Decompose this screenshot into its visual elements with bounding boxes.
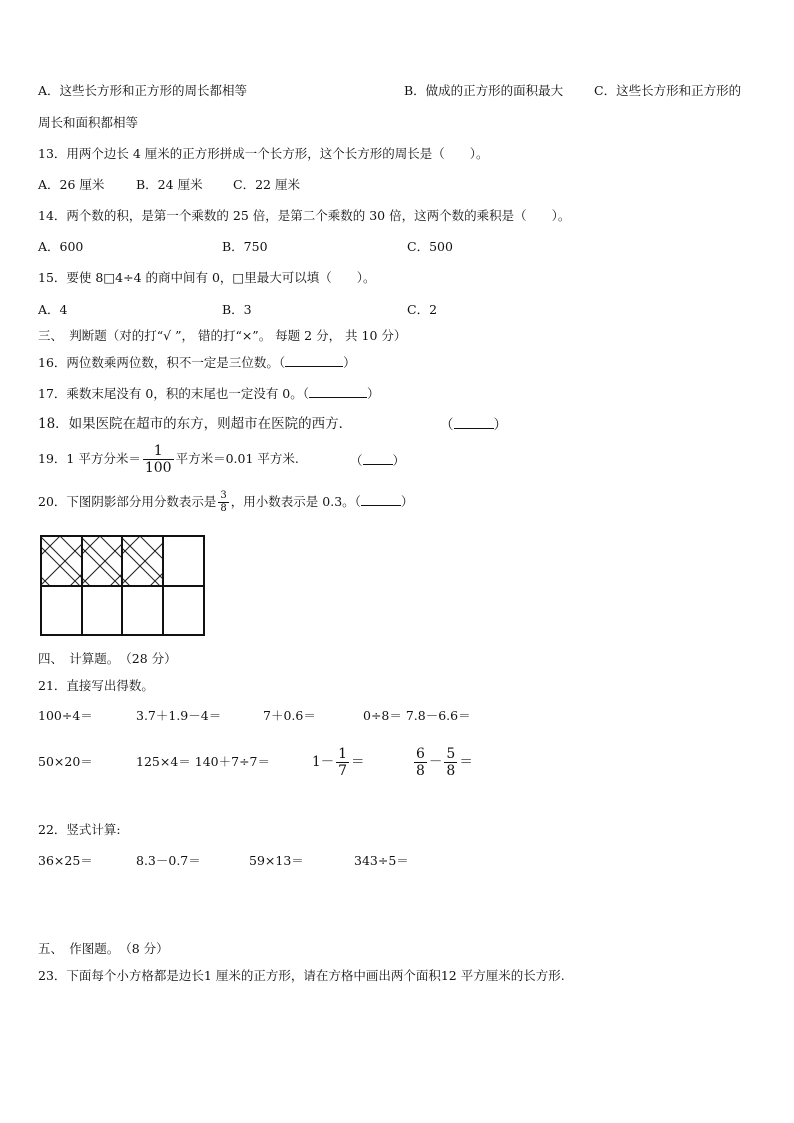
- shaded-grid-figure: [40, 535, 206, 637]
- section4-title: 四、 计算题。 （28 分）: [38, 651, 177, 666]
- q18-open: （: [440, 417, 454, 433]
- q21-fe2-fraction-2: [444, 747, 457, 778]
- q21-expr: 125×4＝ 140＋7÷7＝: [136, 754, 270, 769]
- q19-denominator: 100: [144, 460, 172, 476]
- q19-fraction: [143, 444, 174, 475]
- q21-fe1-post: ＝: [351, 754, 365, 770]
- q19-post: 平方米＝0.01 平方米.: [175, 451, 299, 466]
- q18-answer-blank[interactable]: [454, 416, 494, 429]
- q14-stem: 14．两个数的积，是第一个乘数的 25 倍，是第二个乘数的 30 倍，这两个数的乘积是（ ）。: [38, 208, 571, 223]
- q21-fe2-denominator-1: 8: [416, 763, 425, 779]
- q18-stem: 18．如果医院在超市的东方，则超市在医院的西方．: [38, 416, 353, 432]
- q21-fraction-expr-2: [412, 744, 473, 780]
- q18-answer: [440, 416, 507, 433]
- q12-option-c: C．这些长方形和正方形的: [594, 83, 742, 98]
- q14-option-a: A．600: [38, 239, 84, 254]
- q12-option-b: B．做成的正方形的面积最大: [404, 83, 564, 98]
- q21-fe2-denominator-2: 8: [446, 763, 456, 779]
- q21-fe1-numerator: 1: [338, 746, 348, 762]
- q14-option-c: C．500: [407, 239, 453, 254]
- q20-close: ）: [400, 494, 414, 509]
- q20-pre: 20．下图阴影部分用分数表示是: [38, 494, 217, 509]
- q21-fe2-fraction-1: [414, 747, 427, 778]
- q20-answer-blank[interactable]: [361, 493, 401, 506]
- q22-item: 8.3－0.7＝: [136, 853, 201, 868]
- q13-option-c: C．22 厘米: [233, 177, 300, 192]
- q21-expr: 100÷4＝: [38, 708, 93, 723]
- q21-fe2-numerator-2: 5: [446, 746, 456, 762]
- section5-title: 五、 作图题。 （8 分）: [38, 941, 169, 956]
- q21-expr: 50×20＝: [38, 754, 93, 769]
- q17: [38, 385, 380, 402]
- q13-option-b: B．24 厘米: [136, 177, 203, 192]
- q19-open: （: [350, 453, 363, 468]
- q15-option-a: A．4: [38, 302, 68, 317]
- q21-fe2-operator: －: [428, 754, 443, 770]
- q22-stem: 22．竖式计算:: [38, 822, 121, 837]
- q20-fraction: [218, 491, 228, 514]
- q14-option-b: B．750: [222, 239, 268, 254]
- q21-fe1-fraction: [336, 747, 349, 778]
- q19-numerator: 1: [143, 444, 174, 460]
- q15-option-c: C．2: [407, 302, 438, 317]
- q22-item: 36×25＝: [38, 853, 93, 868]
- q13-option-a: A．26 厘米: [38, 177, 105, 192]
- q22-item: 59×13＝: [249, 853, 304, 868]
- grid-shaded-cell-1: [40, 535, 152, 618]
- q13-stem: 13．用两个边长 4 厘米的正方形拼成一个长方形，这个长方形的周长是（ ）。: [38, 146, 489, 161]
- q15-stem: 15．要使 8□4÷4 的商中间有 0，□里最大可以填（ ）。: [38, 270, 376, 285]
- q20-post: ，用小数表示是 0.3。（: [230, 494, 361, 509]
- q16-answer-blank[interactable]: [285, 354, 343, 367]
- q21-expr: 3.7＋1.9－4＝: [136, 708, 222, 723]
- q23-stem: 23．下面每个小方格都是边长1 厘米的正方形，请在方格中画出两个面积12 平方厘米的长方形.: [38, 968, 565, 983]
- q22-item: 343÷5＝: [354, 853, 409, 868]
- q16-close: ）: [343, 355, 356, 370]
- grid-shaded-cell-3: [80, 535, 206, 618]
- q21-expr: 7＋0.6＝: [263, 708, 316, 723]
- q19-answer-blank[interactable]: [363, 452, 393, 465]
- q17-answer-blank[interactable]: [309, 385, 367, 398]
- q21-fe2-post: ＝: [459, 754, 473, 770]
- q17-close: ）: [367, 386, 380, 401]
- q16: [38, 354, 356, 371]
- q19: [38, 442, 299, 476]
- q21-fe2-numerator-1: 6: [416, 746, 425, 762]
- q19-pre: 19．1 平方分米＝: [38, 451, 141, 466]
- q15-option-b: B．3: [222, 302, 252, 317]
- q16-stem: 16．两位数乘两位数，积不一定是三位数。（: [38, 355, 286, 370]
- q17-stem: 17．乘数末尾没有 0，积的末尾也一定没有 0。（: [38, 386, 310, 401]
- grid-shaded-cell-2: [40, 535, 192, 618]
- q12-option-c-continued: 周长和面积都相等: [38, 115, 139, 130]
- grid-lines: [41, 536, 204, 635]
- q21-fraction-expr-1: [312, 744, 365, 780]
- q19-close: ）: [392, 453, 406, 468]
- q21-fe1-pre: 1－: [312, 754, 335, 770]
- q21-fe1-denominator: 7: [338, 763, 348, 779]
- q19-answer: [350, 452, 405, 469]
- q20-denominator: 8: [220, 503, 227, 514]
- q21-expr: 0÷8＝ 7.8－6.6＝: [363, 708, 471, 723]
- q20-numerator: 3: [220, 490, 227, 501]
- section3-title: 三、 判断题（对的打“√ ”， 错的打“×”。 每题 2 分， 共 10 分）: [38, 328, 407, 343]
- q20: [38, 487, 413, 517]
- q18-close: ）: [493, 417, 507, 433]
- q21-stem: 21．直接写出得数。: [38, 678, 154, 693]
- q12-option-a: A．这些长方形和正方形的周长都相等: [38, 83, 248, 98]
